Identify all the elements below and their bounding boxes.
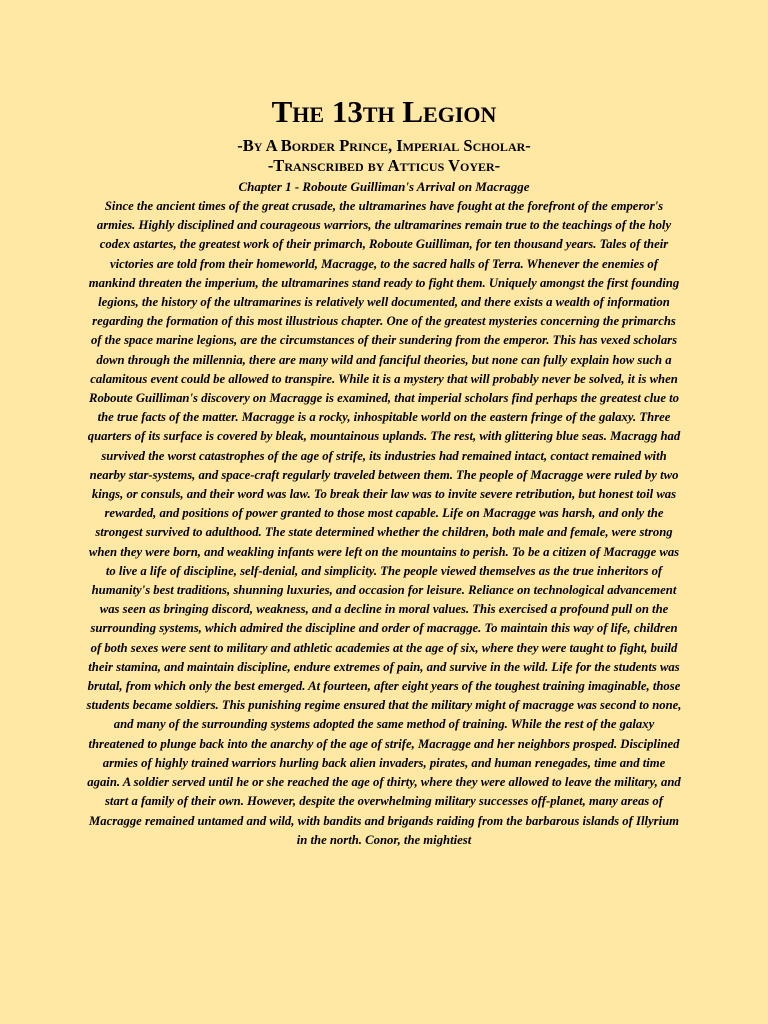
chapter-heading: Chapter 1 - Roboute Guilliman's Arrival on Macragge xyxy=(238,179,530,194)
document-title: The 13th Legion xyxy=(271,94,497,129)
transcriber-credit: -Transcribed by Atticus Voyer- xyxy=(267,156,501,175)
author-byline: -By A Border Prince, Imperial Scholar- xyxy=(237,136,531,155)
body-paragraph: Since the ancient times of the great crusade, the ultramarines have fought at the forefront of the emperor's armies. Highly disciplined and courageous warriors, the ultramarines remain true to the teachings of the holy codex astartes, the greatest work of their primarch, Roboute Guilliman, for ten thousand years. Tales of their victories are told from their homeworld, Macragge, to the sacred halls of Terra. Whenever the enemies of mankind threaten the imperium, the ultramarines stand ready to fight them. Uniquely amongst the first founding legions, the history of the ultramarines is relatively well documented, and there exists a wealth of information regarding the formation of this most illustrious chapter. One of the greatest mysteries concerning the primarchs of the space marine legions, are the circumstances of their sundering from the emperor. This has vexed scholars down through the millennia, there are many wild and fanciful theories, but none can fully explain how such a calamitous event could be allowed to transpire. While it is a mystery that will probably never be solved, it is when Roboute Guilliman's discovery on Macragge is examined, that imperial scholars find perhaps the greatest clue to the true facts of the matter. Macragge is a rocky, inhospitable world on the eastern fringe of the galaxy. Three quarters of its surface is covered by bleak, mountainous uplands. The rest, with glittering blue seas. Macragg had survived the worst catastrophes of the age of strife, its industries had remained intact, contact remained with nearby star-systems, and space-craft regularly traveled between them. The people of Macragge were ruled by two kings, or consuls, and their word was law. To break their law was to invite severe retribution, but honest toil was rewarded, and positions of power granted to those most capable. Life on Macragge was harsh, and only the strongest survived to adulthood. The state determined whether the children, both male and female, were strong when they were born, and weakling infants were left on the mountains to perish. To be a citizen of Macragge was to live a life of discipline, self-denial, and simplicity. The people viewed themselves as the true inheritors of humanity's best traditions, shunning luxuries, and occasion for leisure. Reliance on technological advancement was seen as bringing discord, weakness, and a decline in moral values. This exercised a profound pull on the surrounding systems, which admired the discipline and order of macragge. To maintain this way of life, children of both sexes were sent to military and athletic academies at the age of six, where they were taught to fight, build their stamina, and maintain discipline, endure extremes of pain, and survive in the wild. Life for the students was brutal, from which only the best emerged. At fourteen, after eight years of the toughest training imaginable, those students became soldiers. This punishing regime ensured that the military might of macragge was second to none, and many of the surrounding systems adopted the same method of training. While the rest of the galaxy threatened to plunge back into the anarchy of the age of strife, Macragge and her neighbors prosped. Disciplined armies of highly trained warriors hurling back alien invaders, pirates, and human renegades, time and time again. A soldier served until he or she reached the age of thirty, where they were allowed to leave the military, and start a family of their own. However, despite the overwhelming military successes off-planet, many areas of Macragge remained untamed and wild, with bandits and brigands raiding from the barbarous islands of Illyrium in the north. Conor, the mightiest xyxy=(86,199,682,847)
